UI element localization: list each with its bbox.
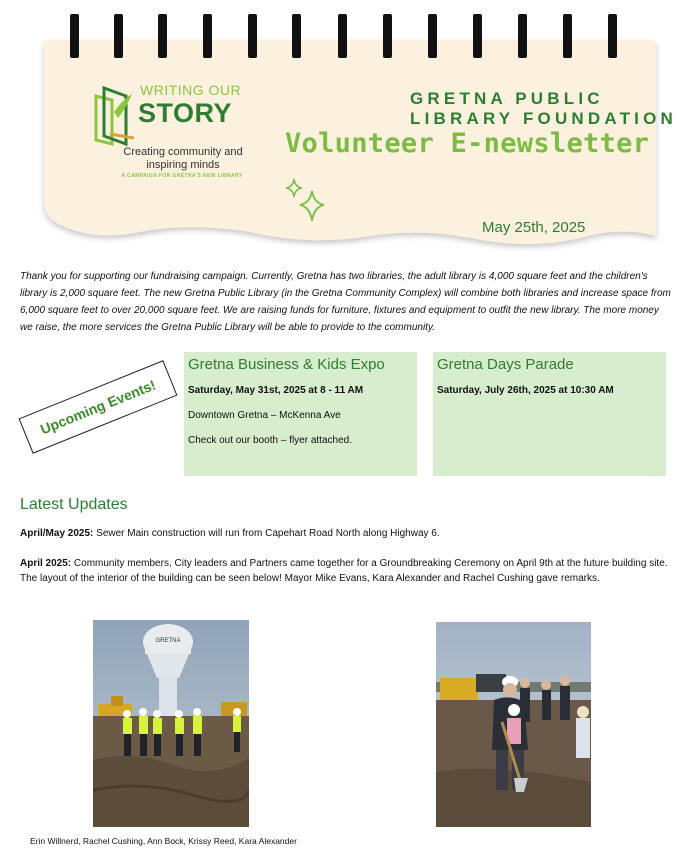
event-date: Saturday, May 31st, 2025 at 8 - 11 AM (188, 385, 364, 396)
tower-text: GRETNA (155, 638, 181, 644)
intro-paragraph: Thank you for supporting our fundraising campaign. Currently, Gretna has two libraries, the adult library is 4,000 square feet and the children's library is 2,000 square feet. The new Gretna Public Library (in the Gretna Community Complex) will combine both libraries and increase space from 6,000 square feet to over 20,000 square feet. We are raising funds for furniture, fixtures and equipment to outfit the new library. The more money we raise, the more services the Gretna Public Library will be able to provide to the community. (20, 271, 671, 333)
update-item (20, 526, 670, 541)
update-label: April/May 2025: (20, 528, 94, 539)
event-title: Gretna Days Parade (437, 356, 574, 373)
logo-line-2: STORY (138, 98, 233, 128)
event-location: Downtown Gretna – McKenna Ave (188, 410, 341, 421)
update-item (20, 556, 670, 586)
campaign-logo (92, 80, 262, 190)
event-note: Check out our booth – flyer attached. (188, 435, 352, 446)
logo-subtitle: Creating community and inspiring minds (123, 146, 243, 171)
event-card-expo (184, 352, 417, 476)
event-card-parade (433, 352, 666, 476)
event-title: Gretna Business & Kids Expo (188, 356, 385, 373)
update-text: Community members, City leaders and Partners came together for a Groundbreaking Ceremony on April 9th at the future building site. The layout of the interior of the building can be seen below! Mayor Mike Evans, Kara Alexander and Rachel Cushing gave remarks. (20, 558, 668, 584)
update-label: April 2025: (20, 558, 72, 569)
update-text: Sewer Main construction will run from Capehart Road North along Highway 6. (93, 528, 440, 539)
sparkle-icon (284, 177, 328, 223)
photo-caption: Erin Willnerd, Rachel Cushing, Ann Bock, Krissy Reed, Kara Alexander (30, 836, 297, 846)
event-date: Saturday, July 26th, 2025 at 10:30 AM (437, 385, 614, 396)
newsletter-title: Volunteer E-newsletter (285, 128, 650, 159)
upcoming-events-label: Upcoming Events! (19, 360, 178, 454)
groundbreaking-photo-digging (436, 622, 591, 827)
org-name-line-2: LIBRARY FOUNDATION (410, 109, 677, 128)
org-name-line-1: GRETNA PUBLIC (410, 89, 604, 108)
latest-updates-heading: Latest Updates (20, 496, 128, 513)
issue-date: May 25th, 2025 (482, 219, 586, 236)
logo-line-1: WRITING OUR (140, 82, 242, 98)
newsletter-header (0, 0, 689, 255)
logo-tagline: A CAMPAIGN FOR GRETNA'S NEW LIBRARY (121, 173, 243, 179)
groundbreaking-photo-group (93, 620, 249, 827)
book-logo-icon (92, 82, 140, 148)
